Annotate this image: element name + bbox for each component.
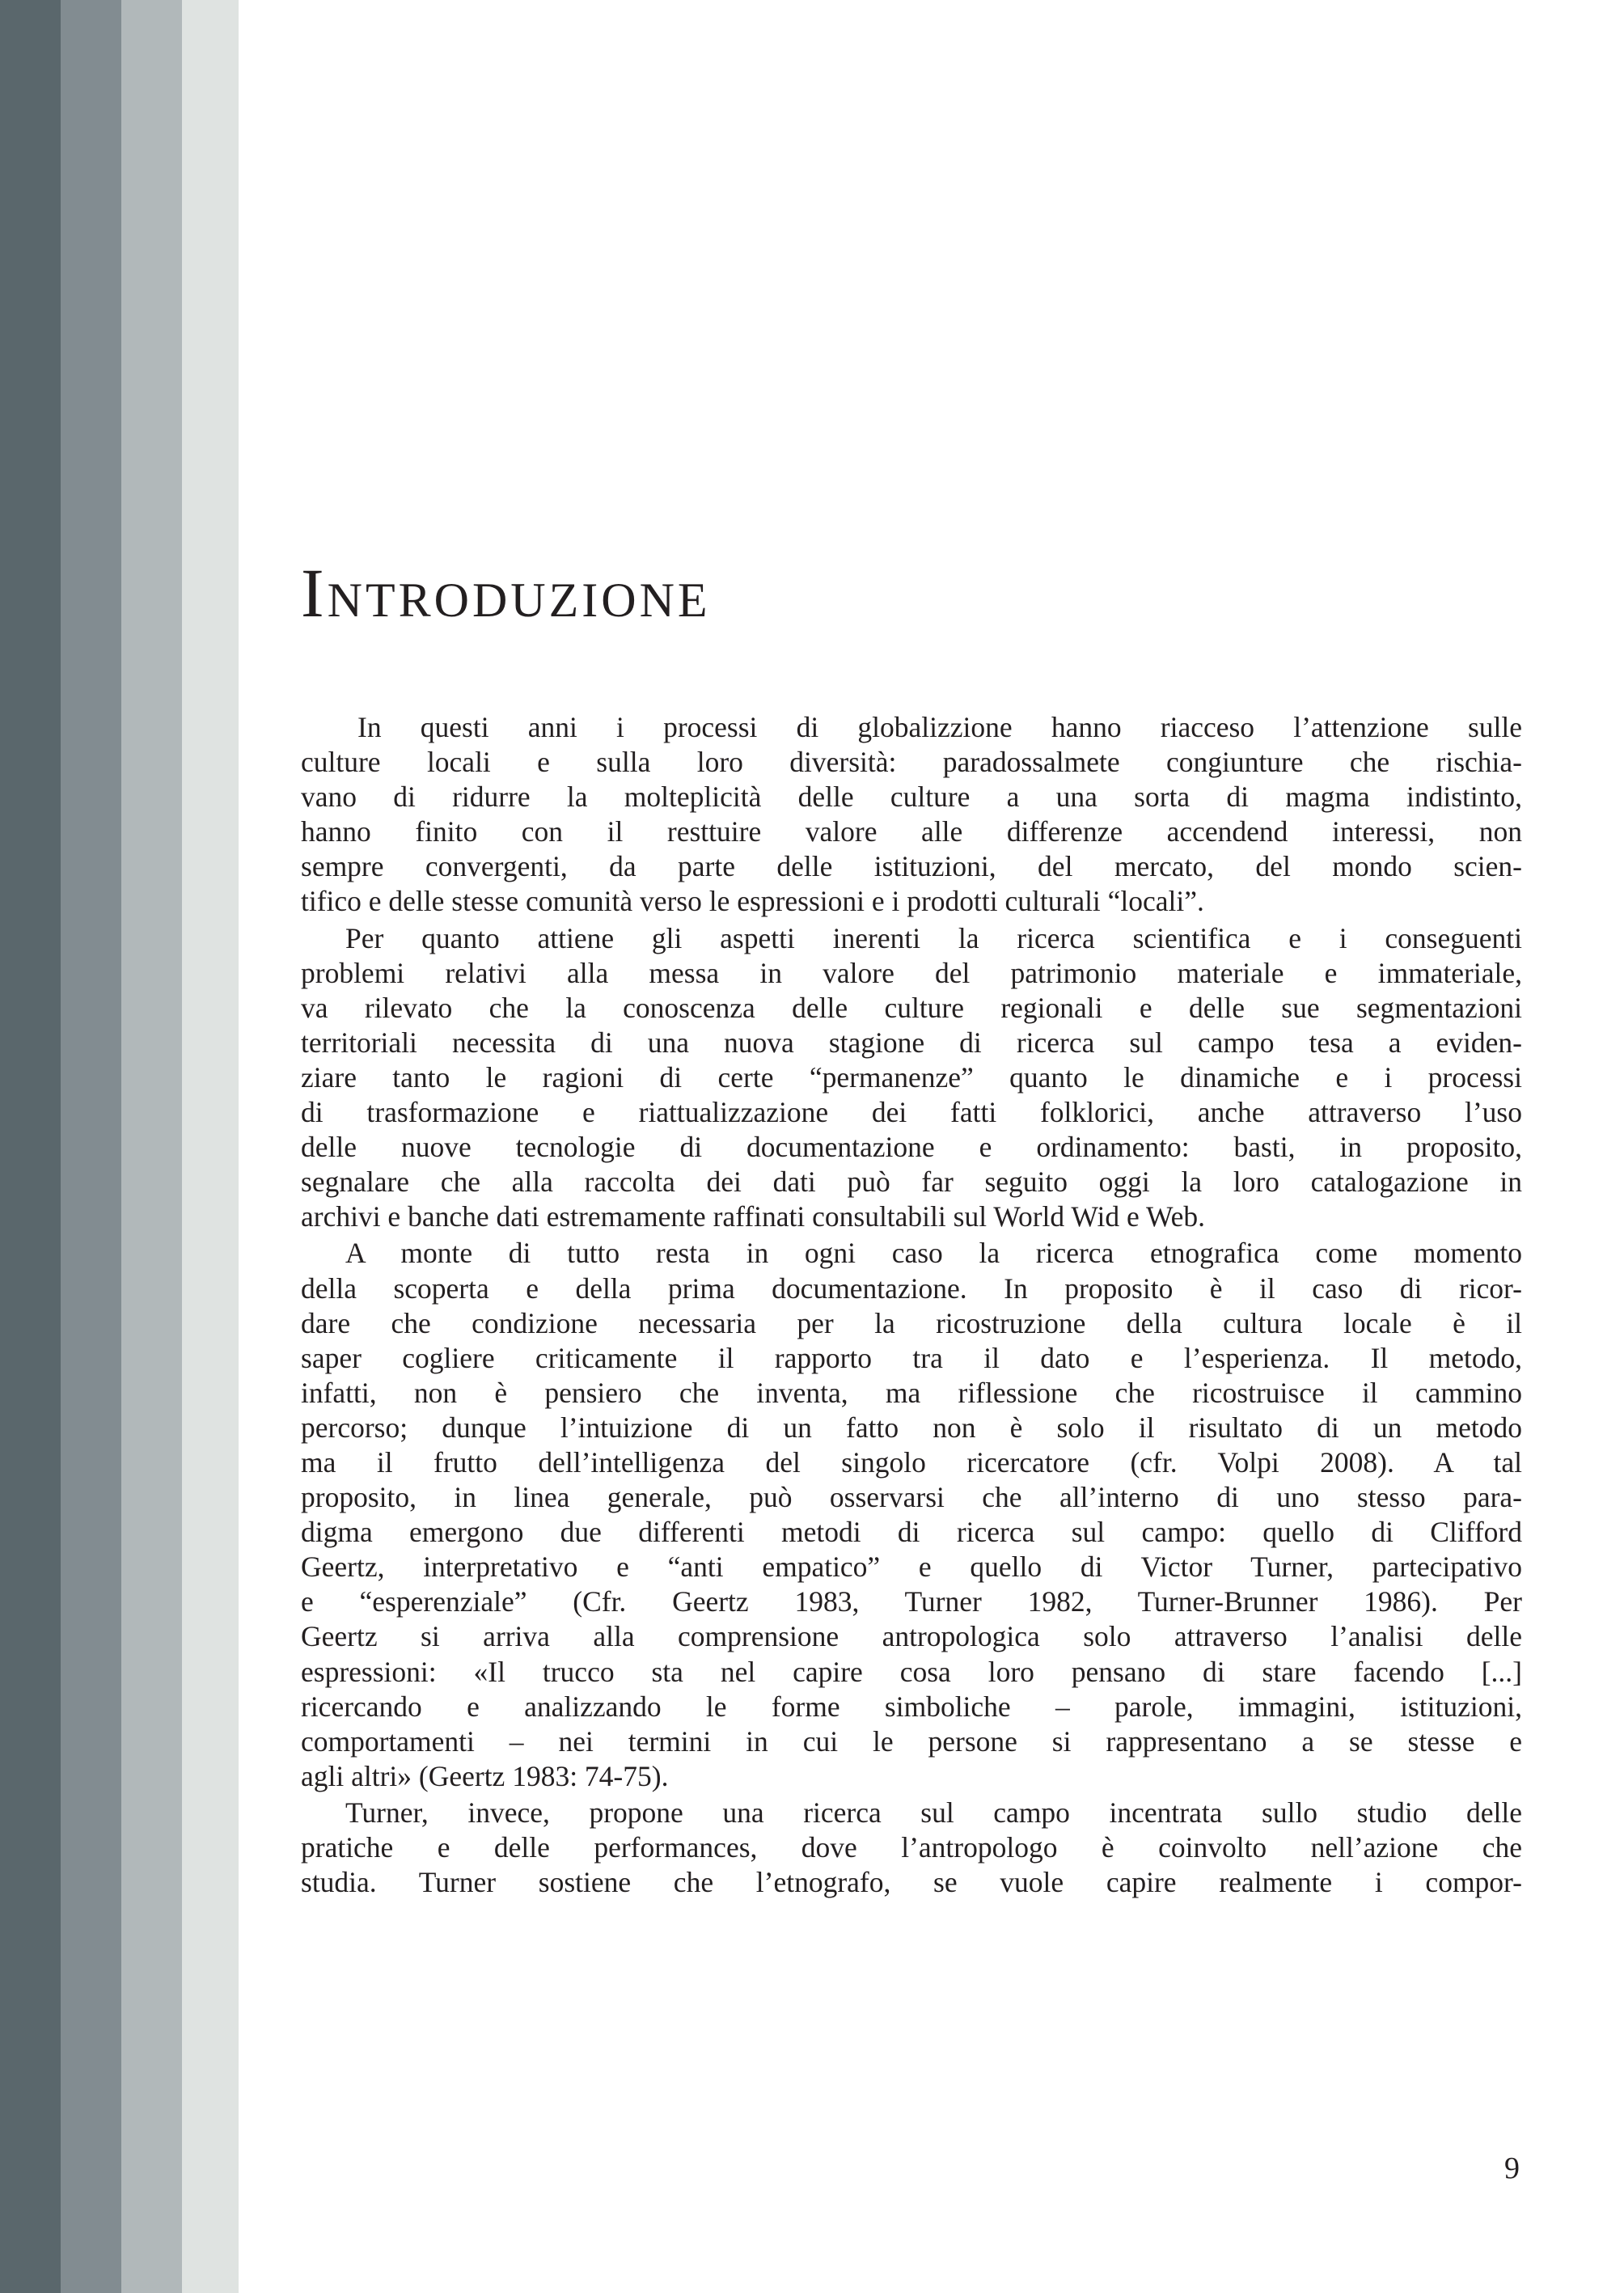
- text-line: Geertz, interpretativo e “anti empatico” e quello di Victor Turner, partecipativo: [301, 1551, 1522, 1584]
- paragraph-2: [301, 921, 1522, 1235]
- text-line: sempre convergenti, da parte delle istituzioni, del mercato, del mondo scien-: [301, 850, 1522, 883]
- text-line: dare che condizione necessaria per la ricostruzione della cultura locale è il: [301, 1306, 1522, 1339]
- paragraph-1: [301, 710, 1522, 920]
- page-number: 9: [1504, 2151, 1520, 2185]
- text-line: percorso; dunque l’intuizione di un fatto non è solo il risultato di un metodo: [301, 1411, 1522, 1444]
- text-line: di trasformazione e riattualizzazione dei fatti folklorici, anche attraverso l’uso: [301, 1096, 1522, 1129]
- text-line: A monte di tutto resta in ogni caso la ricerca etnografica come momento: [345, 1237, 1522, 1270]
- text-line: ma il frutto dell’intelligenza del singolo ricercatore (cfr. Volpi 2008). A tal: [301, 1445, 1522, 1479]
- text-line: agli altri» (Geertz 1983: 74-75).: [301, 1759, 669, 1792]
- text-line: digma emergono due differenti metodi di ricerca sul campo: quello di Clifford: [301, 1516, 1522, 1549]
- text-line: comportamenti – nei termini in cui le persone si rappresentano a se stesse e: [301, 1724, 1522, 1758]
- text-line: espressioni: «Il trucco sta nel capire cosa loro pensano di stare facendo [...]: [301, 1655, 1522, 1688]
- text-line: studia. Turner sostiene che l’etnografo, se vuole capire realmente i compor-: [301, 1866, 1522, 1899]
- text-line: archivi e banche dati estremamente raffinati consultabili sul World Wid e Web.: [301, 1200, 1205, 1233]
- text-line: proposito, in linea generale, può osservarsi che all’interno di uno stesso para-: [301, 1481, 1522, 1514]
- text-line: hanno finito con il resttuire valore alle differenze accendend interessi, non: [301, 815, 1522, 848]
- stripe-pale: [182, 0, 239, 2293]
- text-line: ricercando e analizzando le forme simboliche – parole, immagini, istituzioni,: [301, 1690, 1522, 1723]
- text-line: delle nuove tecnologie di documentazione e ordinamento: basti, in proposito,: [301, 1131, 1522, 1164]
- stripe-light: [121, 0, 182, 2293]
- text-line: della scoperta e della prima documentazione. In proposito è il caso di ricor-: [301, 1271, 1522, 1305]
- text-line: ziare tanto le ragioni di certe “permanenze” quanto le dinamiche e i processi: [301, 1060, 1522, 1094]
- text-line: saper cogliere criticamente il rapporto tra il dato e l’esperienza. Il metodo,: [301, 1341, 1522, 1374]
- chapter-body: [301, 710, 1522, 1900]
- text-line: e “esperenziale” (Cfr. Geertz 1983, Turner 1982, Turner-Brunner 1986). Per: [301, 1585, 1522, 1618]
- paragraph-4: [301, 1796, 1522, 1900]
- text-line: problemi relativi alla messa in valore del patrimonio materiale e immateriale,: [301, 956, 1522, 989]
- text-line: pratiche e delle performances, dove l’antropologo è coinvolto nell’azione che: [301, 1831, 1522, 1864]
- text-line: segnalare che alla raccolta dei dati può far seguito oggi la loro catalogazione in: [301, 1166, 1522, 1199]
- text-line: vano di ridurre la molteplicità delle culture a una sorta di magma indistinto,: [301, 781, 1522, 814]
- text-line: Per quanto attiene gli aspetti inerenti la ricerca scientifica e i conseguenti: [345, 921, 1522, 954]
- stripe-medium: [61, 0, 121, 2293]
- text-line: In questi anni i processi di globalizzione hanno riacceso l’attenzione sulle: [357, 711, 1522, 743]
- stripe-dark: [0, 0, 61, 2293]
- text-line: tifico e delle stesse comunità verso le espressioni e i prodotti culturali “locali”.: [301, 885, 1204, 918]
- decorative-side-stripes: [0, 0, 239, 2293]
- text-line: territoriali necessita di una nuova stagione di ricerca sul campo tesa a eviden-: [301, 1026, 1522, 1059]
- text-line: Geertz si arriva alla comprensione antropologica solo attraverso l’analisi delle: [301, 1620, 1522, 1653]
- text-line: infatti, non è pensiero che inventa, ma riflessione che ricostruisce il cammino: [301, 1376, 1522, 1409]
- text-line: Turner, invece, propone una ricerca sul campo incentrata sullo studio delle: [345, 1796, 1522, 1829]
- text-line: culture locali e sulla loro diversità: paradossalmete congiunture che rischia-: [301, 746, 1522, 779]
- text-line: va rilevato che la conoscenza delle culture regionali e delle sue segmentazioni: [301, 991, 1522, 1024]
- paragraph-3: [301, 1236, 1522, 1794]
- chapter-title: Introduzione: [301, 554, 711, 632]
